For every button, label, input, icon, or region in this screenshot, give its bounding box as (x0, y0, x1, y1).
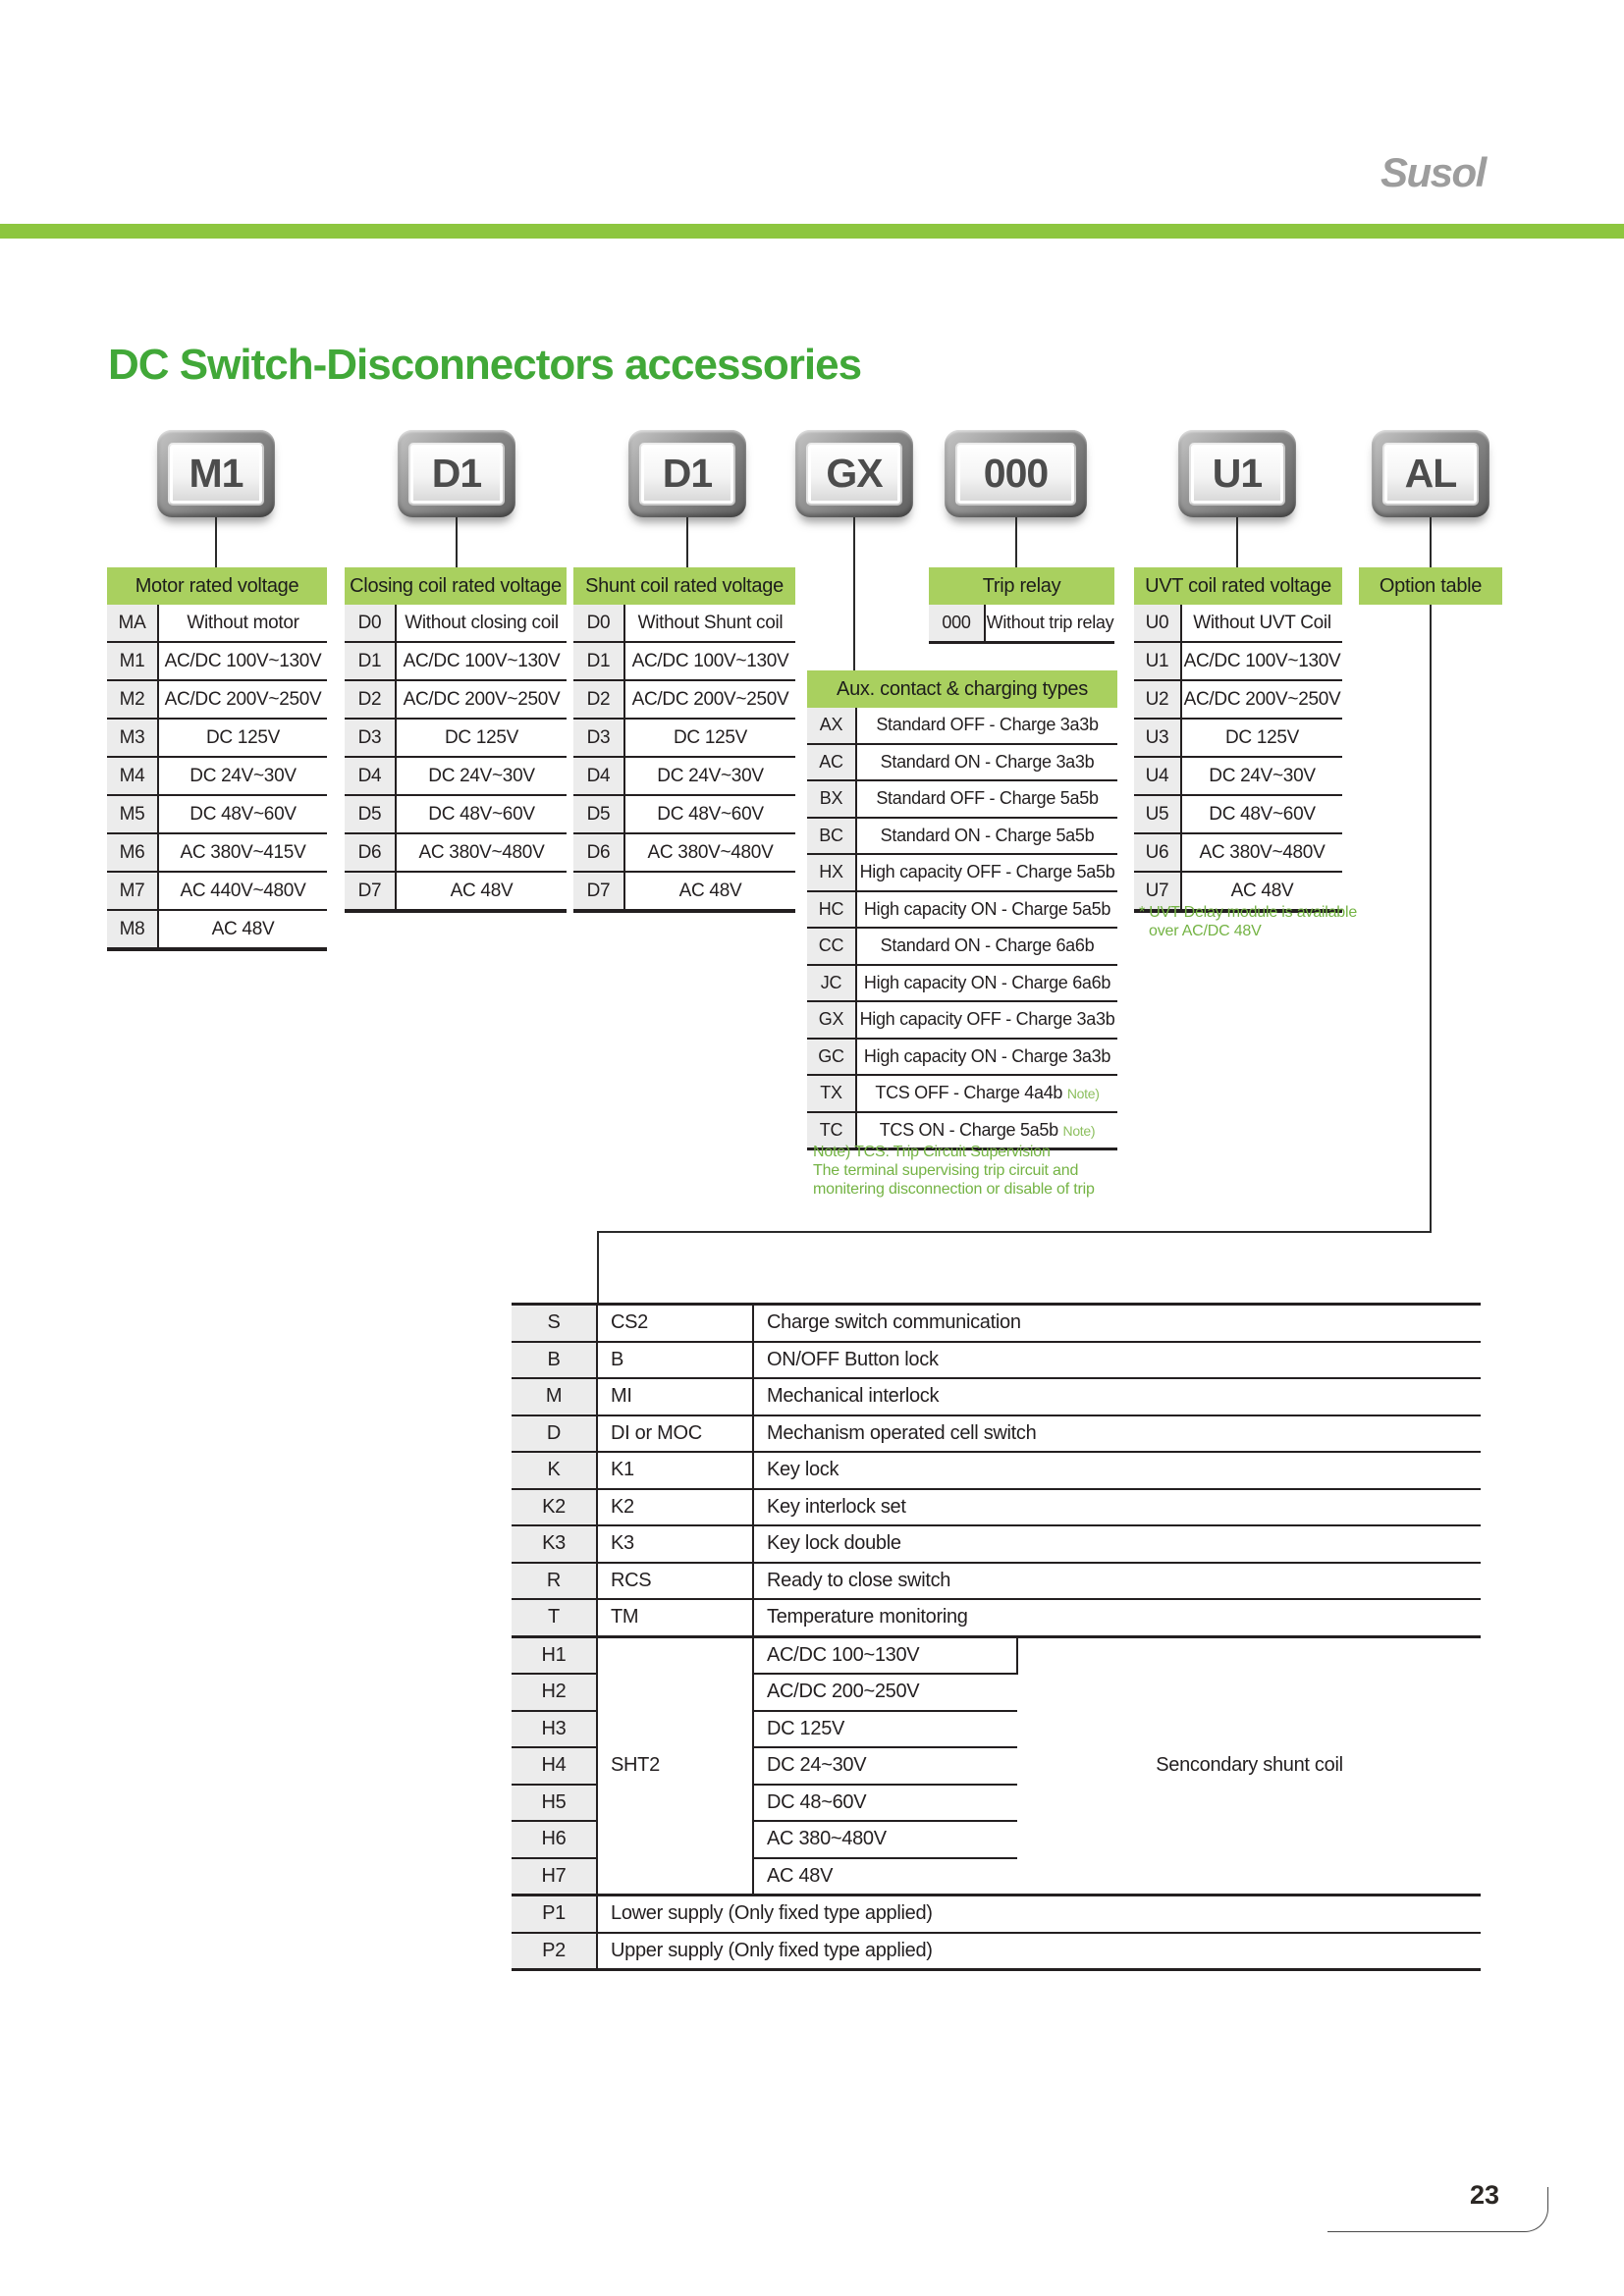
table-row: M7 AC 440V~480V (107, 872, 327, 910)
closing-coil-table (345, 605, 567, 913)
table-row: S CS2 Charge switch communication (512, 1305, 1481, 1342)
table-row: TC TCS ON - Charge 5a5b Note) (807, 1112, 1117, 1149)
table-row: D0 Without Shunt coil (573, 605, 795, 642)
table-row: U1 AC/DC 100V~130V (1134, 642, 1342, 680)
table-row: D7 AC 48V (573, 872, 795, 911)
brand-logo: Susol (1380, 149, 1486, 195)
table-row: K2 K2 Key interlock set (512, 1489, 1481, 1526)
table-row: D4 DC 24V~30V (345, 757, 567, 795)
table-row: M6 AC 380V~415V (107, 833, 327, 872)
closing-table-header: Closing coil rated voltage (345, 567, 567, 605)
uvt-coil-table (1134, 605, 1342, 913)
table-row: H2 AC/DC 200~250V (512, 1674, 1481, 1711)
table-row: D3 DC 125V (345, 719, 567, 757)
table-row: B B ON/OFF Button lock (512, 1342, 1481, 1379)
shunt-coil-table (573, 605, 795, 913)
option-table-header: Option table (1359, 567, 1502, 605)
shunt-table-header: Shunt coil rated voltage (573, 567, 795, 605)
table-row: M3 DC 125V (107, 719, 327, 757)
table-row: U3 DC 125V (1134, 719, 1342, 757)
table-row: U0 Without UVT Coil (1134, 605, 1342, 642)
table-row: GC High capacity ON - Charge 3a3b (807, 1039, 1117, 1076)
table-row: H7 AC 48V (512, 1858, 1481, 1896)
table-row: D7 AC 48V (345, 872, 567, 911)
table-row: R RCS Ready to close switch (512, 1563, 1481, 1600)
code-key-motor (157, 430, 275, 517)
table-row: D1 AC/DC 100V~130V (345, 642, 567, 680)
note-reference: Note) (1066, 1086, 1100, 1102)
table-row: D5 DC 48V~60V (573, 795, 795, 833)
table-row: U7 AC 48V (1134, 872, 1342, 911)
table-row: D DI or MOC Mechanism operated cell switch (512, 1415, 1481, 1453)
connector-option-horizontal (597, 1231, 1432, 1233)
table-row: H6 AC 380~480V (512, 1821, 1481, 1858)
code-key-label: M1 (168, 443, 264, 506)
table-row: H5 DC 48~60V (512, 1785, 1481, 1822)
table-row: AC Standard ON - Charge 3a3b (807, 744, 1117, 781)
connector-trip (1015, 517, 1017, 567)
table-row: U4 DC 24V~30V (1134, 757, 1342, 795)
trip-table-header: Trip relay (929, 567, 1114, 605)
table-row: M5 DC 48V~60V (107, 795, 327, 833)
motor-table-header: Motor rated voltage (107, 567, 327, 605)
option-accessories-table (512, 1303, 1481, 1971)
connector-option-drop-right (1430, 605, 1432, 1231)
code-key-uvt-coil (1178, 430, 1296, 517)
connector-shunt (686, 517, 688, 567)
shunt-group-desc: Sencondary shunt coil (1017, 1636, 1481, 1896)
page-number: 23 (1470, 2180, 1500, 2210)
note-reference: Note) (1062, 1122, 1096, 1139)
uvt-table-header: UVT coil rated voltage (1134, 567, 1342, 605)
table-row: M2 AC/DC 200V~250V (107, 680, 327, 719)
table-row: U6 AC 380V~480V (1134, 833, 1342, 872)
table-row: BC Standard ON - Charge 5a5b (807, 818, 1117, 855)
table-row: 000 Without trip relay (929, 605, 1114, 643)
connector-uvt (1236, 517, 1238, 567)
top-green-bar (0, 224, 1624, 239)
connector-aux (853, 517, 855, 670)
table-row: P2 Upper supply (Only fixed type applied) (512, 1933, 1481, 1970)
page-corner-rule (1327, 2187, 1548, 2232)
table-row: D5 DC 48V~60V (345, 795, 567, 833)
table-row: D6 AC 380V~480V (345, 833, 567, 872)
table-row: JC High capacity ON - Charge 6a6b (807, 965, 1117, 1002)
table-row: D6 AC 380V~480V (573, 833, 795, 872)
table-row: GX High capacity OFF - Charge 3a3b (807, 1001, 1117, 1039)
table-row: U5 DC 48V~60V (1134, 795, 1342, 833)
connector-option-drop-left (597, 1231, 599, 1303)
code-key-option (1372, 430, 1489, 517)
code-key-shunt-coil (628, 430, 746, 517)
code-key-label: D1 (408, 443, 505, 506)
table-row: M MI Mechanical interlock (512, 1378, 1481, 1415)
table-row: P1 Lower supply (Only fixed type applied) (512, 1896, 1481, 1933)
motor-voltage-table (107, 605, 327, 951)
code-key-label: GX (806, 443, 902, 506)
aux-contact-table (807, 708, 1117, 1150)
table-row: H3 DC 125V (512, 1711, 1481, 1748)
trip-relay-table (929, 605, 1114, 644)
table-row: D2 AC/DC 200V~250V (345, 680, 567, 719)
table-row: CC Standard ON - Charge 6a6b (807, 928, 1117, 965)
connector-option-top (1430, 517, 1432, 567)
table-row: H1 SHT2 AC/DC 100~130V Sencondary shunt coil (512, 1636, 1481, 1674)
code-key-label: D1 (639, 443, 735, 506)
table-row: MA Without motor (107, 605, 327, 642)
connector-motor (215, 517, 217, 567)
code-key-label: AL (1382, 443, 1479, 506)
tcs-note: Note) TCS: Trip Circuit Supervision The terminal supervising trip circuit and monitering disconnection or disable of trip (813, 1144, 1095, 1198)
table-row: M1 AC/DC 100V~130V (107, 642, 327, 680)
table-row: D3 DC 125V (573, 719, 795, 757)
table-row: K3 K3 Key lock double (512, 1525, 1481, 1563)
table-row: D1 AC/DC 100V~130V (573, 642, 795, 680)
page-title: DC Switch-Disconnectors accessories (108, 341, 862, 389)
table-row: HC High capacity ON - Charge 5a5b (807, 891, 1117, 929)
table-row: AX Standard OFF - Charge 3a3b (807, 708, 1117, 744)
table-row: D2 AC/DC 200V~250V (573, 680, 795, 719)
uvt-note: * UVT Delay module is available over AC/DC 48V (1139, 904, 1358, 939)
table-row: TX TCS OFF - Charge 4a4b Note) (807, 1075, 1117, 1112)
code-key-trip-relay (945, 430, 1087, 517)
code-key-closing-coil (398, 430, 515, 517)
code-key-label: U1 (1189, 443, 1285, 506)
table-row: T TM Temperature monitoring (512, 1599, 1481, 1636)
table-row: M4 DC 24V~30V (107, 757, 327, 795)
table-row: K K1 Key lock (512, 1452, 1481, 1489)
shunt-group-item: SHT2 (597, 1636, 753, 1896)
code-key-label: 000 (955, 443, 1076, 506)
table-row: H4 DC 24~30V (512, 1747, 1481, 1785)
table-row: BX Standard OFF - Charge 5a5b (807, 780, 1117, 818)
table-row: D4 DC 24V~30V (573, 757, 795, 795)
code-key-aux-contact (795, 430, 913, 517)
table-row: D0 Without closing coil (345, 605, 567, 642)
connector-closing (456, 517, 458, 567)
aux-table-header: Aux. contact & charging types (807, 670, 1117, 708)
table-row: HX High capacity OFF - Charge 5a5b (807, 854, 1117, 891)
table-row: U2 AC/DC 200V~250V (1134, 680, 1342, 719)
table-row: M8 AC 48V (107, 910, 327, 949)
